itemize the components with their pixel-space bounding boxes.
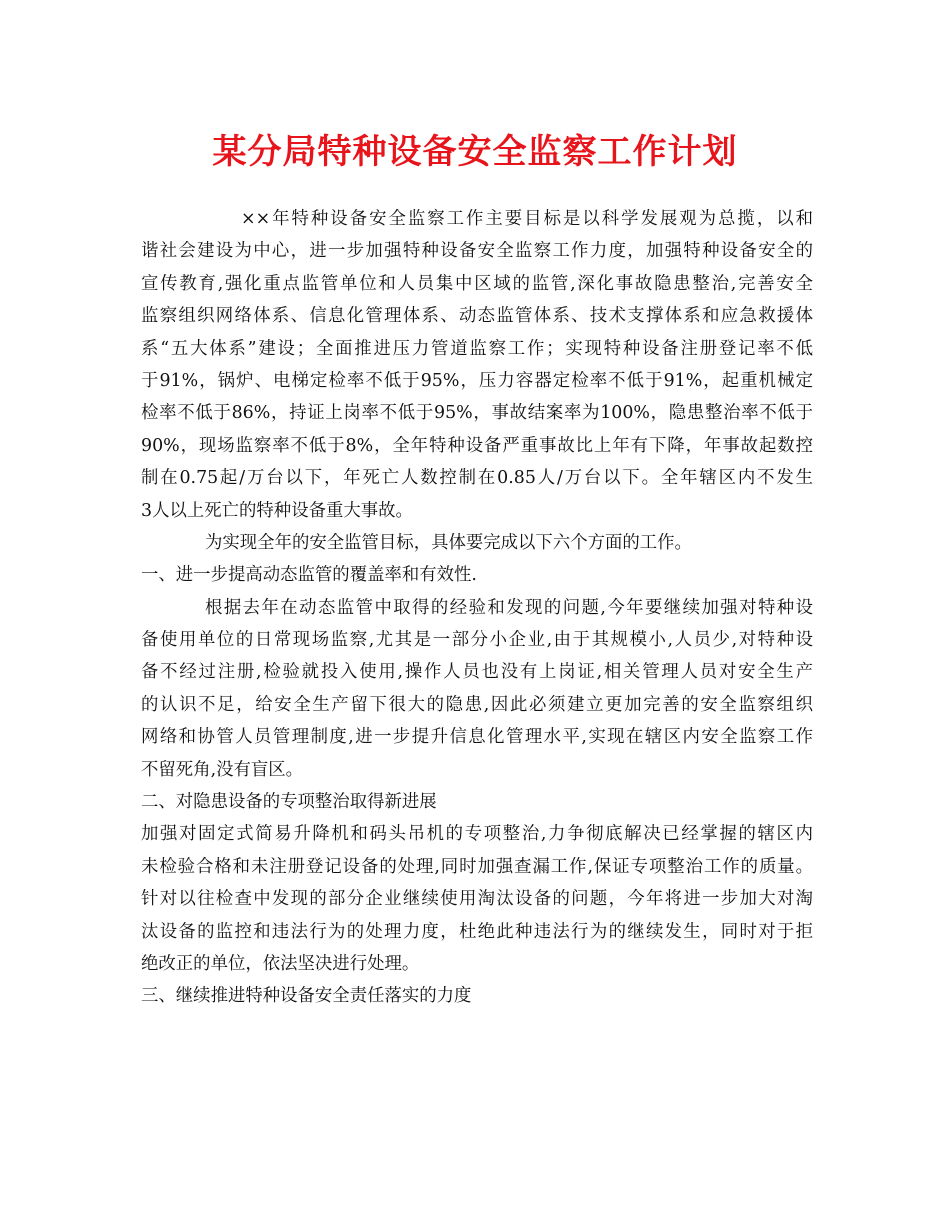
paragraph-line: 网络和协管人员管理制度,进一步提升信息化管理水平,实现在辖区内安全监察工作 (141, 727, 813, 748)
paragraph-line: 于91%，锅炉、电梯定检率不低于95%，压力容器定检率不低于91%，起重机械定 (141, 370, 813, 391)
document-body (141, 203, 813, 1013)
paragraph-line: 的认识不足，给安全生产留下很大的隐患,因此必须建立更加完善的安全监察组织 (141, 694, 813, 715)
paragraph-line: 加强对固定式简易升降机和码头吊机的专项整治,力争彻底解决已经掌握的辖区内 (141, 824, 813, 845)
paragraph-line: 未检验合格和未注册登记设备的处理,同时加强查漏工作,保证专项整治工作的质量。 (141, 856, 813, 877)
section-heading: 三、继续推进特种设备安全责任落实的力度 (141, 986, 472, 1007)
paragraph-line: 谐社会建设为中心，进一步加强特种设备安全监察工作力度，加强特种设备安全的 (141, 241, 813, 262)
paragraph-line: 监察组织网络体系、信息化管理体系、动态监管体系、技术支撑体系和应急救援体 (141, 306, 813, 327)
paragraph-line: 根据去年在动态监管中取得的经验和发现的问题,今年要继续加强对特种设 (205, 597, 813, 618)
paragraph-line: 为实现全年的安全监管目标，具体要完成以下六个方面的工作。 (205, 532, 692, 553)
paragraph-line: 90%，现场监察率不低于8%，全年特种设备严重事故比上年有下降，年事故起数控 (141, 435, 813, 456)
paragraph-line: ××年特种设备安全监察工作主要目标是以科学发展观为总揽，以和 (241, 209, 813, 229)
paragraph-line: 制在0.75起/万台以下，年死亡人数控制在0.85人/万台以下。全年辖区内不发生 (141, 468, 813, 489)
paragraph-line: 检率不低于86%，持证上岗率不低于95%，事故结案率为100%，隐患整治率不低于 (141, 403, 813, 424)
paragraph-line: 备使用单位的日常现场监察,尤其是一部分小企业,由于其规模小,人员少,对特种设 (141, 630, 813, 651)
section-heading: 二、对隐患设备的专项整治取得新进展 (141, 792, 437, 813)
paragraph-line: 汰设备的监控和违法行为的处理力度，杜绝此种违法行为的继续发生，同时对于拒 (141, 921, 813, 942)
paragraph-line: 针对以往检查中发现的部分企业继续使用淘汰设备的问题，今年将进一步加大对淘 (141, 889, 813, 910)
document-title: 某分局特种设备安全监察工作计划 (212, 132, 738, 172)
paragraph-line: 备不经过注册,检验就投入使用,操作人员也没有上岗证,相关管理人员对安全生产 (141, 662, 813, 683)
paragraph-line: 3人以上死亡的特种设备重大事故。 (141, 500, 413, 521)
paragraph-line: 不留死角,没有盲区。 (141, 759, 304, 780)
section-heading: 一、进一步提高动态监管的覆盖率和有效性. (141, 565, 477, 586)
paragraph-line: 绝改正的单位，依法坚决进行处理。 (141, 953, 420, 974)
paragraph-line: 宣传教育,强化重点监管单位和人员集中区域的监管,深化事故隐患整治,完善安全 (141, 273, 813, 294)
paragraph-line: 系“五大体系”建设；全面推进压力管道监察工作；实现特种设备注册登记率不低 (141, 338, 813, 359)
